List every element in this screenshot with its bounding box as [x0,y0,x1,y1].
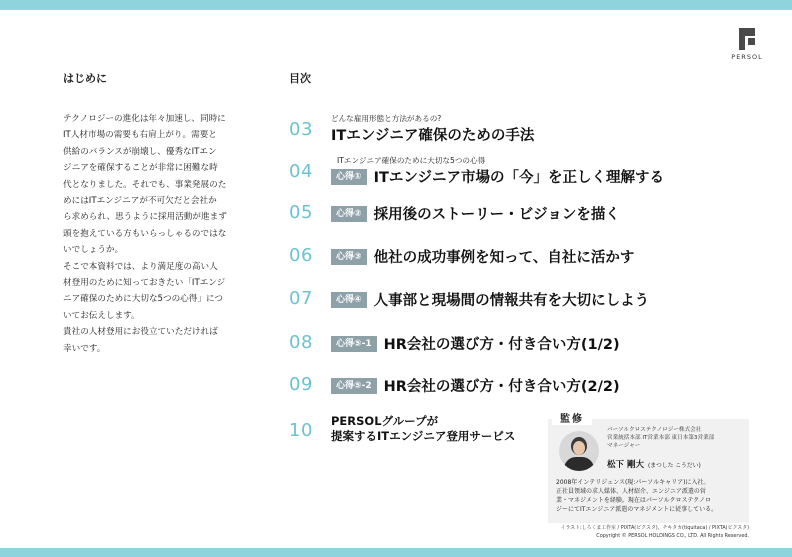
bio-line: 業・マネジメントを経験。現在はパーソルクロステクノロ [556,497,711,504]
toc-item-03[interactable] [289,113,749,147]
intro-line: 幸いです。 [63,343,106,354]
toc-title [331,203,620,224]
intro-line: 供給のバランスが崩壊し、優秀なITエン [63,146,217,157]
supervisor-photo [559,431,599,471]
bio-line: 2008年インテリジェンス(現:パーソルキャリア)に入社。 [556,479,710,486]
bio-line: 正社員領域の求人媒体、人材紹介、エンジニア派遣の営 [556,488,706,495]
supervisor-label: 監修 [552,410,592,425]
toc-title [331,166,664,187]
toc-item-10[interactable] [289,414,539,448]
kokoroe-badge: 心得③ [331,249,367,265]
toc-item-06[interactable] [289,244,749,270]
toc-item-04[interactable] [289,154,749,190]
toc-title [331,414,515,444]
intro-line: ら求められ、思うように採用活動が進まず [63,212,227,223]
toc-title-text: 人事部と現場間の情報共有を大切にしよう [373,293,650,309]
toc-item-07[interactable] [289,287,749,313]
intro-line: 貴社の人材登用にお役立ていただければ [63,327,218,338]
toc-item-08[interactable] [289,331,749,357]
intro-line: めにはITエンジニアが不可欠だと会社か [63,196,217,207]
persol-logo [730,28,764,61]
toc-title [331,289,649,310]
toc-title-text: HR会社の選び方・付き合い方(2/2) [383,379,620,395]
supervisor-organization [607,426,747,451]
footer-credits [480,524,749,540]
toc-item-09[interactable] [289,373,749,399]
page-number: 04 [289,161,313,182]
page-number: 06 [289,245,313,266]
toc-title-text: HR会社の選び方・付き合い方(1/2) [383,337,620,353]
toc-title [331,375,620,396]
intro-paragraph [63,111,273,357]
toc-subtitle: ITエンジニア確保のために大切な5つの心得 [337,156,486,165]
toc-title-line: PERSOLグループが [331,414,439,428]
illustration-credit: イラスト:しろくま工作室 / PIXTA(ピクスタ)、チキタカ(tiquitaca) / PIXTA(ピクスタ) [560,525,749,531]
intro-line: テクノロジーの進化は年々加速し、同時に [63,114,226,124]
bio-line: ジーにてITエンジニア派遣のマネジメントに従事している。 [556,506,718,513]
intro-line: いでしょうか。 [63,245,124,256]
toc-title-text: ITエンジニア確保のための手法 [331,128,535,144]
org-line: マネージャー [607,443,641,450]
top-accent-band [0,0,792,10]
toc-subtitle: どんな雇用形態と方法があるの? [331,114,442,123]
page-number: 05 [289,202,313,223]
org-line: パーソルクロステクノロジー株式会社 [607,427,702,433]
toc-title-line: 提案するITエンジニア登用サービス [331,429,516,443]
toc-title [331,124,534,145]
kokoroe-badge: 心得⑤-1 [331,336,377,352]
kokoroe-badge: 心得⑤-2 [331,378,377,394]
page-number: 10 [289,420,313,441]
toc-item-05[interactable] [289,201,749,227]
toc-title [331,246,634,267]
copyright-text: Copyright © PERSOL HOLDINGS CO., LTD. All Rights Reserved. [596,533,749,539]
intro-heading: はじめに [63,72,107,85]
page-number: 09 [289,374,313,395]
intro-line: 頭を抱えている方もいらっしゃるのではな [63,228,227,239]
kokoroe-badge: 心得④ [331,292,367,308]
intro-line: 代となりました。それでも、事業発展のた [63,179,227,190]
intro-line: ニア確保のために大切な5つの心得」につ [63,294,223,305]
name-kana: (まつした こうだい) [647,463,701,469]
supervisor-name [607,458,701,470]
org-line: 営業統括本部 IT営業本部 東日本第3営業部 [607,435,715,442]
logo-text: PERSOL [731,53,763,61]
page-number: 03 [289,119,313,140]
intro-line: そこで本資料では、より満足度の高い人 [63,261,218,272]
intro-line: IT人材市場の需要も右肩上がり。需要と [63,130,217,141]
toc-title-text: 他社の成功事例を知って、自社に活かす [373,250,635,266]
page-number: 07 [289,288,313,309]
intro-line: ジニアを確保することが非常に困難な時 [63,163,218,174]
toc-title-text: ITエンジニア市場の「今」を正しく理解する [373,170,665,186]
supervisor-bio [556,478,746,514]
kokoroe-badge: 心得① [331,169,367,185]
intro-line: いてお伝えします。 [63,310,140,321]
intro-line: 材登用のために知っておきたい「ITエンジ [63,278,226,289]
toc-title [331,333,620,354]
toc-title-text: 採用後のストーリー・ビジョンを描く [373,207,620,223]
toc-heading: 目次 [289,72,311,85]
page-number: 08 [289,332,313,353]
persol-logo-icon [739,28,755,50]
bottom-accent-band [0,548,792,557]
name-text: 松下 剛大 [607,460,644,470]
kokoroe-badge: 心得② [331,206,367,222]
